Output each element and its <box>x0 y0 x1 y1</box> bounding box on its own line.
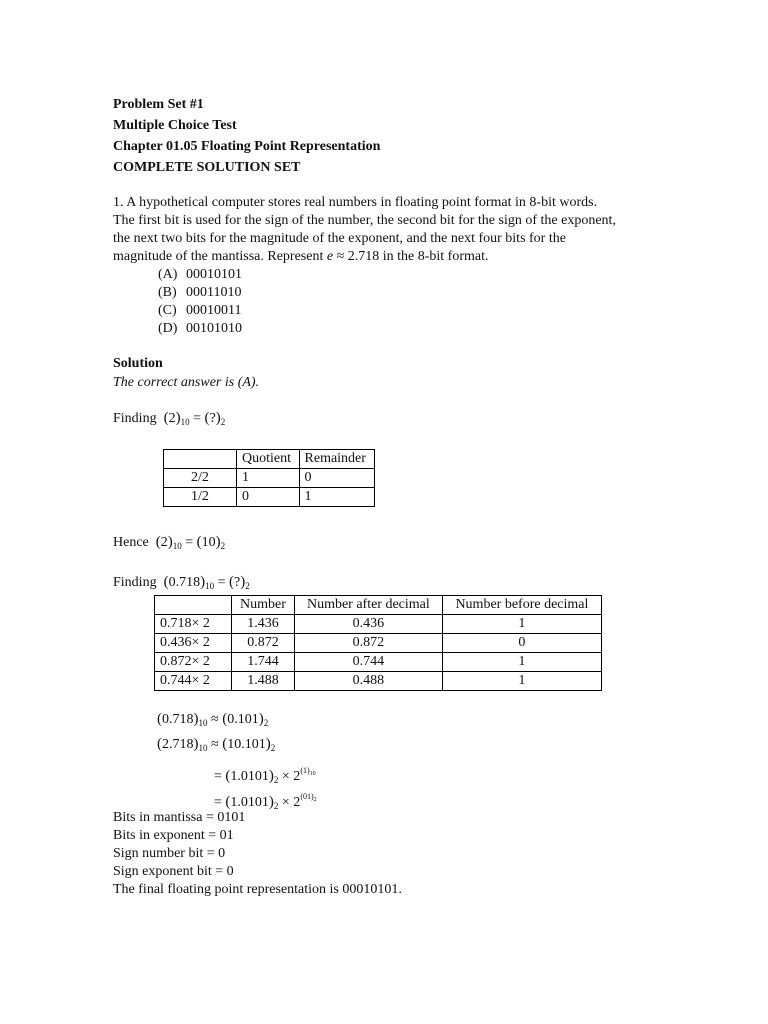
table-cell: 0.436× 2 <box>155 634 232 653</box>
question-line-4 <box>113 248 489 266</box>
option-letter: (A) <box>158 267 178 282</box>
paren: ) <box>265 736 271 752</box>
table-cell: 0 <box>237 488 300 507</box>
table-cell: 0.488 <box>294 672 442 691</box>
finding-lhs: 0.718 <box>168 575 201 590</box>
eq-mantissa: 1.0101 <box>230 795 269 810</box>
base-10: 10 <box>198 743 208 753</box>
table-cell: 1 <box>442 653 601 672</box>
option-value: 00010011 <box>186 303 242 318</box>
table-header-cell: Number after decimal <box>294 596 442 615</box>
table-cell: 1.744 <box>232 653 295 672</box>
table-cell: 2/2 <box>164 469 237 488</box>
finding-rhs: ? <box>209 411 216 426</box>
question-line-2: The first bit is used for the sign of the number, the second bit for the sign of the exponent, <box>113 213 616 228</box>
option-letter: (B) <box>158 285 177 300</box>
table-cell: 1 <box>299 488 374 507</box>
fraction-multiplication-table <box>154 595 602 691</box>
equation-full-binary: $(2.718)_{10} \approx (10.101)_2$ <box>157 736 276 753</box>
paren: ( <box>157 736 162 752</box>
paren: ( <box>222 711 228 727</box>
equation-normalized-decimal-exp: = $(1.0101)_2 \times 2^{(1)_{10}}$ <box>214 766 316 785</box>
paren: ) <box>215 534 221 550</box>
base-2: 2 <box>273 801 279 811</box>
table-header-cell: Number before decimal <box>442 596 601 615</box>
base-2: 2 <box>245 581 250 591</box>
final-representation: The final floating point representation is 00010101. <box>113 882 402 897</box>
paren: ) <box>167 534 173 550</box>
option-letter: (D) <box>158 321 178 336</box>
base-2: 2 <box>220 417 226 427</box>
paren: ( <box>196 534 202 550</box>
table-row <box>155 615 602 634</box>
sign-number-bit: Sign number bit = 0 <box>113 846 226 861</box>
base-10: 10 <box>180 417 190 427</box>
table-cell: 1/2 <box>164 488 237 507</box>
table-header-row <box>155 596 602 615</box>
paren: ( <box>228 574 234 590</box>
option-a <box>158 266 242 284</box>
hence-lhs: 2 <box>160 535 168 550</box>
eq-lhs: 2.718 <box>162 737 194 752</box>
table-cell: 1 <box>237 469 300 488</box>
paren: ) <box>193 736 199 752</box>
bits-exponent: Bits in exponent = 01 <box>113 828 234 843</box>
table-row <box>155 653 602 672</box>
table-row <box>164 488 375 507</box>
base-10: 10 <box>172 541 182 551</box>
paren: ) <box>215 410 221 426</box>
finding-rhs: ? <box>233 575 241 590</box>
paren: ( <box>204 410 210 426</box>
table-cell: 0.436 <box>294 615 442 634</box>
euler-symbol: e <box>326 249 334 264</box>
table-cell: 0.744× 2 <box>155 672 232 691</box>
option-letter: (C) <box>158 303 177 318</box>
table-cell: 1 <box>442 672 601 691</box>
problem-set-title: Problem Set #1 <box>113 97 204 112</box>
equation-fraction-binary: $(0.718)_{10} \approx (0.101)_2$ <box>157 711 269 728</box>
table-cell: 0.718× 2 <box>155 615 232 634</box>
table-header-cell: Number <box>232 596 295 615</box>
paren: ( <box>222 736 228 752</box>
base-2: 2 <box>273 775 279 785</box>
question-line-1: 1. A hypothetical computer stores real numbers in floating point format in 8-bit words. <box>113 195 598 210</box>
table-cell: 1.436 <box>232 615 295 634</box>
option-value: 00010101 <box>186 267 242 282</box>
question-line-3: the next two bits for the magnitude of the exponent, and the next four bits for the <box>113 231 566 246</box>
solution-set-title: COMPLETE SOLUTION SET <box>113 160 301 175</box>
paren: ) <box>240 574 246 590</box>
question-line-4-text: magnitude of the mantissa. Represent <box>113 249 327 264</box>
finding-2-decimal: Finding $(2)_{10}$ = $(?)_2$ <box>113 410 226 427</box>
exponent-value: (01) <box>300 792 314 801</box>
exponent <box>300 766 315 775</box>
base-10: 10 <box>205 581 215 591</box>
chapter-title: Chapter 01.05 Floating Point Representation <box>113 139 381 154</box>
option-b <box>158 284 241 302</box>
integer-division-table <box>163 449 375 507</box>
exponent-base-10: 10 <box>309 771 316 777</box>
finding-fraction: Finding $(0.718)_{10}$ = $(?)_2$ <box>113 574 250 591</box>
table-row <box>155 634 602 653</box>
table-cell: 0.744 <box>294 653 442 672</box>
paren: ) <box>258 711 264 727</box>
bits-mantissa: Bits in mantissa = 0101 <box>113 810 246 825</box>
table-cell: 1.488 <box>232 672 295 691</box>
correct-answer: The correct answer is (A). <box>113 375 260 390</box>
table-cell: 1 <box>442 615 601 634</box>
paren: ( <box>157 711 162 727</box>
table-header-cell <box>164 450 237 469</box>
eq-mantissa: 1.0101 <box>230 769 269 784</box>
paren: ( <box>163 574 169 590</box>
eq-rhs: 10.101 <box>227 737 266 752</box>
table-cell: 0 <box>299 469 374 488</box>
question-line-4-end: ≈ 2.718 in the 8-bit format. <box>333 249 489 264</box>
sign-exponent-bit: Sign exponent bit = 0 <box>113 864 234 879</box>
paren: ) <box>193 711 199 727</box>
table-header-row <box>164 450 375 469</box>
table-cell: 0.872 <box>294 634 442 653</box>
table-cell: 0.872 <box>232 634 295 653</box>
paren: ) <box>175 410 181 426</box>
option-d <box>158 320 242 338</box>
paren: ) <box>268 768 274 784</box>
exponent-base-2: 2 <box>313 797 317 803</box>
table-row <box>164 469 375 488</box>
base-10: 10 <box>198 718 208 728</box>
eq-lhs: 0.718 <box>162 712 194 727</box>
paren: ) <box>268 794 274 810</box>
table-cell: 0 <box>442 634 601 653</box>
table-row <box>155 672 602 691</box>
table-header-cell: Remainder <box>299 450 374 469</box>
base-2: 2 <box>220 541 226 551</box>
table-header-cell <box>155 596 232 615</box>
paren: ( <box>225 768 231 784</box>
exponent-value: (1) <box>300 766 310 775</box>
base-2: 2 <box>270 743 276 753</box>
exponent <box>300 792 316 801</box>
paren: ( <box>163 410 169 426</box>
paren: ( <box>225 794 231 810</box>
option-value: 00011010 <box>186 285 242 300</box>
table-cell: 0.872× 2 <box>155 653 232 672</box>
eq-rhs: 0.101 <box>227 712 259 727</box>
option-value: 00101010 <box>186 321 242 336</box>
paren: ( <box>155 534 161 550</box>
hence-equation: Hence $(2)_{10} = (10)_2$ <box>113 534 226 551</box>
finding-label: Finding <box>113 411 157 426</box>
finding-label: Finding <box>113 575 157 590</box>
test-type-title: Multiple Choice Test <box>113 118 237 133</box>
table-header-cell: Quotient <box>237 450 300 469</box>
hence-label: Hence <box>113 535 149 550</box>
equation-normalized-binary-exp: = $(1.0101)_2 \times 2^{(01)_2}$ <box>214 792 317 811</box>
base-2: 2 <box>263 718 269 728</box>
hence-rhs: 10 <box>201 535 216 550</box>
option-c <box>158 302 241 320</box>
solution-heading: Solution <box>113 356 163 371</box>
paren: ) <box>200 574 206 590</box>
finding-lhs: 2 <box>168 411 176 426</box>
